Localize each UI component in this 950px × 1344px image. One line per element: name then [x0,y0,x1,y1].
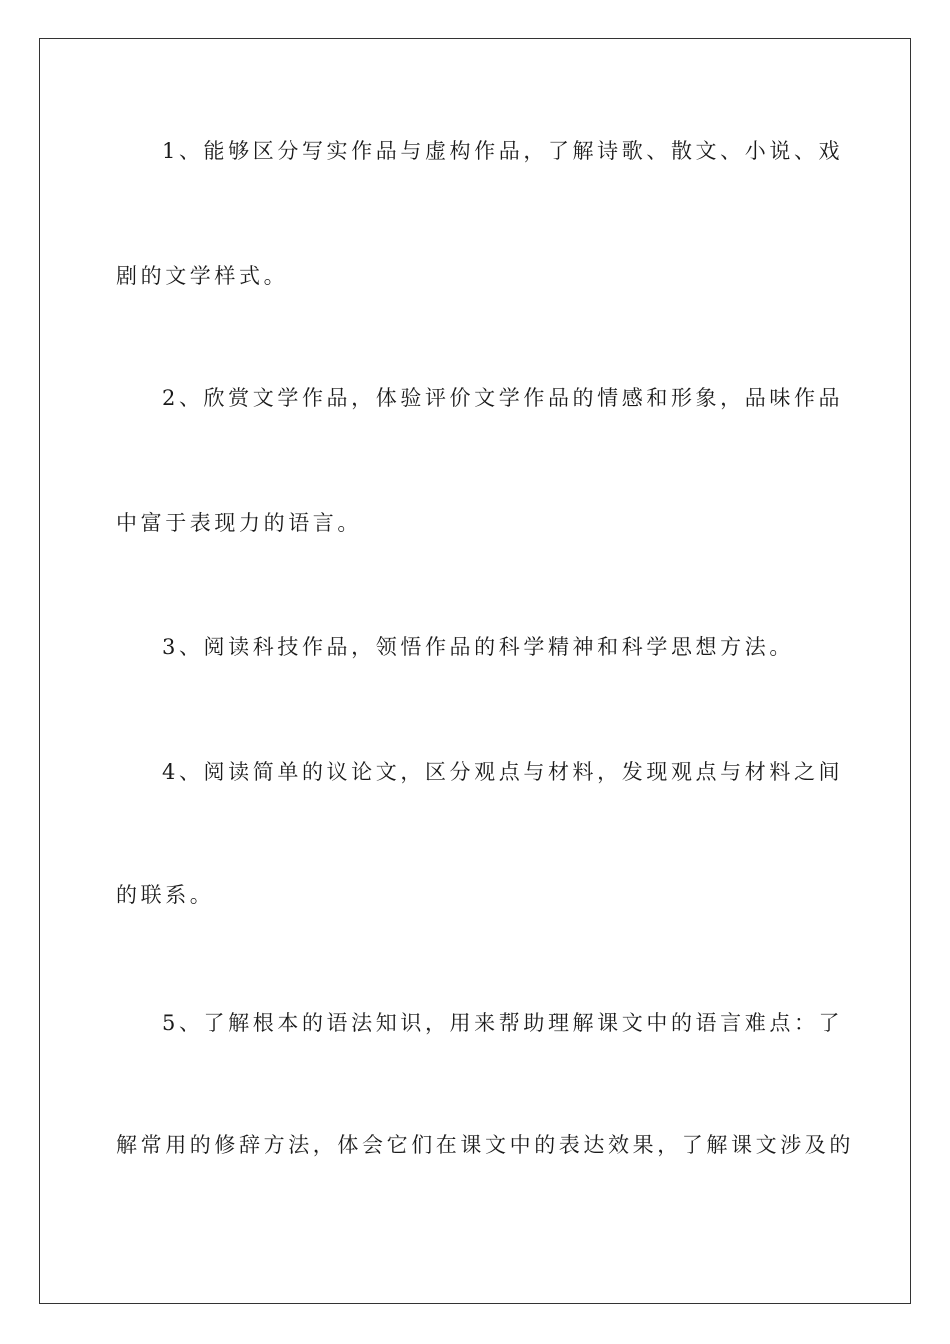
paragraph-2-line-1: 2、欣赏文学作品，体验评价文学作品的情感和形象，品味作品 [162,386,844,410]
paragraph-1-line-1: 1、能够区分写实作品与虚构作品，了解诗歌、散文、小说、戏 [162,139,844,163]
paragraph-5-line-2: 解常用的修辞方法，体会它们在课文中的表达效果，了解课文涉及的 [116,1133,854,1157]
paragraph-4-line-2: 的联系。 [116,883,215,907]
paragraph-5-line-1: 5、了解根本的语法知识，用来帮助理解课文中的语言难点：了 [162,1011,844,1035]
paragraph-4-line-1: 4、阅读简单的议论文，区分观点与材料，发现观点与材料之间 [162,760,844,784]
paragraph-1-line-2: 剧的文学样式。 [116,264,289,288]
paragraph-3-line-1: 3、阅读科技作品，领悟作品的科学精神和科学思想方法。 [162,635,794,659]
paragraph-2-line-2: 中富于表现力的语言。 [116,511,362,535]
page-frame [39,38,911,1304]
